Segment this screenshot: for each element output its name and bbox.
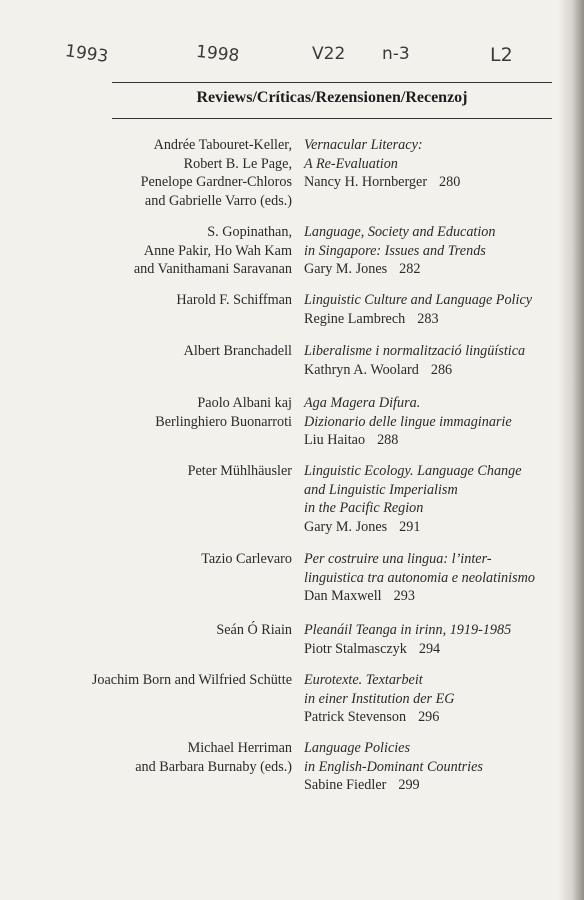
book-title-line: Liberalisme i normalització lingüística xyxy=(304,343,526,359)
author-line: and Barbara Burnaby (eds.) xyxy=(135,758,292,775)
entry-review xyxy=(304,739,483,795)
entry-review xyxy=(304,394,512,450)
entry-review xyxy=(304,291,532,328)
author-line: Robert B. Le Page, xyxy=(183,155,292,172)
entry-authors xyxy=(176,291,292,310)
handwritten-annotations xyxy=(0,41,584,74)
reviewer-name: Gary M. Jones xyxy=(304,518,388,535)
reviewer-line xyxy=(304,640,511,659)
author-line: Harold F. Schiffman xyxy=(176,292,292,308)
author-line: Joachim Born and Wilfried Schütte xyxy=(91,672,292,688)
reviewer-name: Kathryn A. Woolard xyxy=(304,361,419,378)
entry-authors xyxy=(135,739,292,776)
reviewer-name: Dan Maxwell xyxy=(304,588,382,605)
reviewer-line xyxy=(304,361,525,380)
entry-review xyxy=(304,342,525,379)
entry-authors xyxy=(92,671,292,690)
section-heading: Reviews/Críticas/Rezensionen/Recenzoj xyxy=(196,89,468,106)
book-title-line: Linguistic Ecology. Language Change xyxy=(304,463,522,479)
author-line: Albert Branchadell xyxy=(183,343,292,359)
page-number: 286 xyxy=(430,361,453,378)
book-title-line: Aga Magera Difura. xyxy=(304,395,421,411)
author-line: Anne Pakir, Ho Wah Kam xyxy=(143,242,292,259)
author-line: Seán Ó Riain xyxy=(216,622,292,638)
reviewer-line xyxy=(304,310,532,329)
book-title-line: and Linguistic Imperialism xyxy=(304,481,458,498)
entry-review xyxy=(304,136,460,192)
entry-authors xyxy=(155,394,292,431)
book-title-line: Language Policies xyxy=(304,740,410,756)
reviewer-line xyxy=(304,173,460,192)
reviewer-name: Liu Haitao xyxy=(304,432,366,449)
book-title-line: Language, Society and Education xyxy=(304,224,496,240)
book-title-line: Linguistic Culture and Language Policy xyxy=(304,292,533,308)
author-line: Berlinghiero Buonarroti xyxy=(155,413,292,430)
entry-review xyxy=(304,671,455,727)
book-title-line: Pleanáil Teanga in irinn, 1919-1985 xyxy=(304,622,512,638)
reviewer-name: Regine Lambrech xyxy=(304,310,406,327)
author-line: Michael Herriman xyxy=(187,740,292,756)
author-line: Paolo Albani kaj xyxy=(197,395,292,411)
entry-authors xyxy=(134,223,292,279)
author-line: Tazio Carlevaro xyxy=(201,551,292,567)
entry-authors xyxy=(141,136,292,210)
handwritten-note: V22 xyxy=(312,44,346,64)
book-title-line: A Re-Evaluation xyxy=(304,155,398,172)
page-number: 299 xyxy=(398,777,420,794)
author-line: Peter Mühlhäusler xyxy=(187,463,292,479)
handwritten-note: 1993 xyxy=(63,41,110,67)
author-line: Andrée Tabouret-Keller, xyxy=(153,137,292,153)
author-line: and Gabrielle Varro (eds.) xyxy=(144,192,292,209)
author-line: S. Gopinathan, xyxy=(207,224,292,240)
handwritten-note: 1998 xyxy=(195,41,241,67)
page-number: 282 xyxy=(399,261,421,278)
book-title-line: in the Pacific Region xyxy=(304,500,424,517)
reviewer-line xyxy=(304,776,483,795)
book-title-line: Vernacular Literacy: xyxy=(304,137,423,153)
author-line: and Vanithamani Saravanan xyxy=(133,261,292,278)
author-line: Penelope Gardner-Chloros xyxy=(140,174,292,191)
reviewer-line xyxy=(304,587,535,606)
entry-authors xyxy=(201,550,292,569)
reviewer-name: Nancy H. Hornberger xyxy=(304,174,428,191)
page-number: 280 xyxy=(439,174,461,191)
reviewer-name: Sabine Fiedler xyxy=(304,777,387,794)
entry-authors xyxy=(216,621,292,640)
page-number: 283 xyxy=(417,310,439,327)
book-title-line: Eurotexte. Textarbeit xyxy=(304,672,423,688)
book-title-line: linguistica tra autonomia e neolatinismo xyxy=(304,569,535,586)
entry-authors xyxy=(184,342,292,361)
reviewer-name: Piotr Stalmasczyk xyxy=(304,640,407,657)
entry-review xyxy=(304,621,511,658)
page-number: 288 xyxy=(377,432,399,449)
handwritten-note: L2 xyxy=(490,44,513,66)
reviewer-name: Gary M. Jones xyxy=(304,261,388,278)
reviewer-name: Patrick Stevenson xyxy=(304,709,407,726)
top-rule xyxy=(112,82,552,83)
entry-review xyxy=(304,462,522,536)
page-number: 293 xyxy=(393,588,415,605)
book-title-line: in einer Institution der EG xyxy=(304,690,455,707)
reviewer-line xyxy=(304,518,522,537)
page-edge-shadow xyxy=(558,0,584,900)
entry-review xyxy=(304,550,535,606)
book-title-line: Dizionario delle lingue immaginarie xyxy=(304,413,512,430)
bottom-rule xyxy=(112,118,552,119)
page-number: 296 xyxy=(418,709,440,726)
entry-review xyxy=(304,223,496,279)
reviewer-line xyxy=(304,708,455,727)
book-title-line: in Singapore: Issues and Trends xyxy=(304,242,486,259)
page-number: 294 xyxy=(418,640,441,657)
handwritten-note: n-3 xyxy=(382,44,410,64)
book-title-line: in English-Dominant Countries xyxy=(304,758,483,775)
reviewer-line xyxy=(304,431,512,450)
reviewer-line xyxy=(304,260,496,279)
entry-authors xyxy=(188,462,292,481)
book-title-line: Per costruire una lingua: l’inter- xyxy=(304,551,492,567)
page-number: 291 xyxy=(399,518,421,535)
